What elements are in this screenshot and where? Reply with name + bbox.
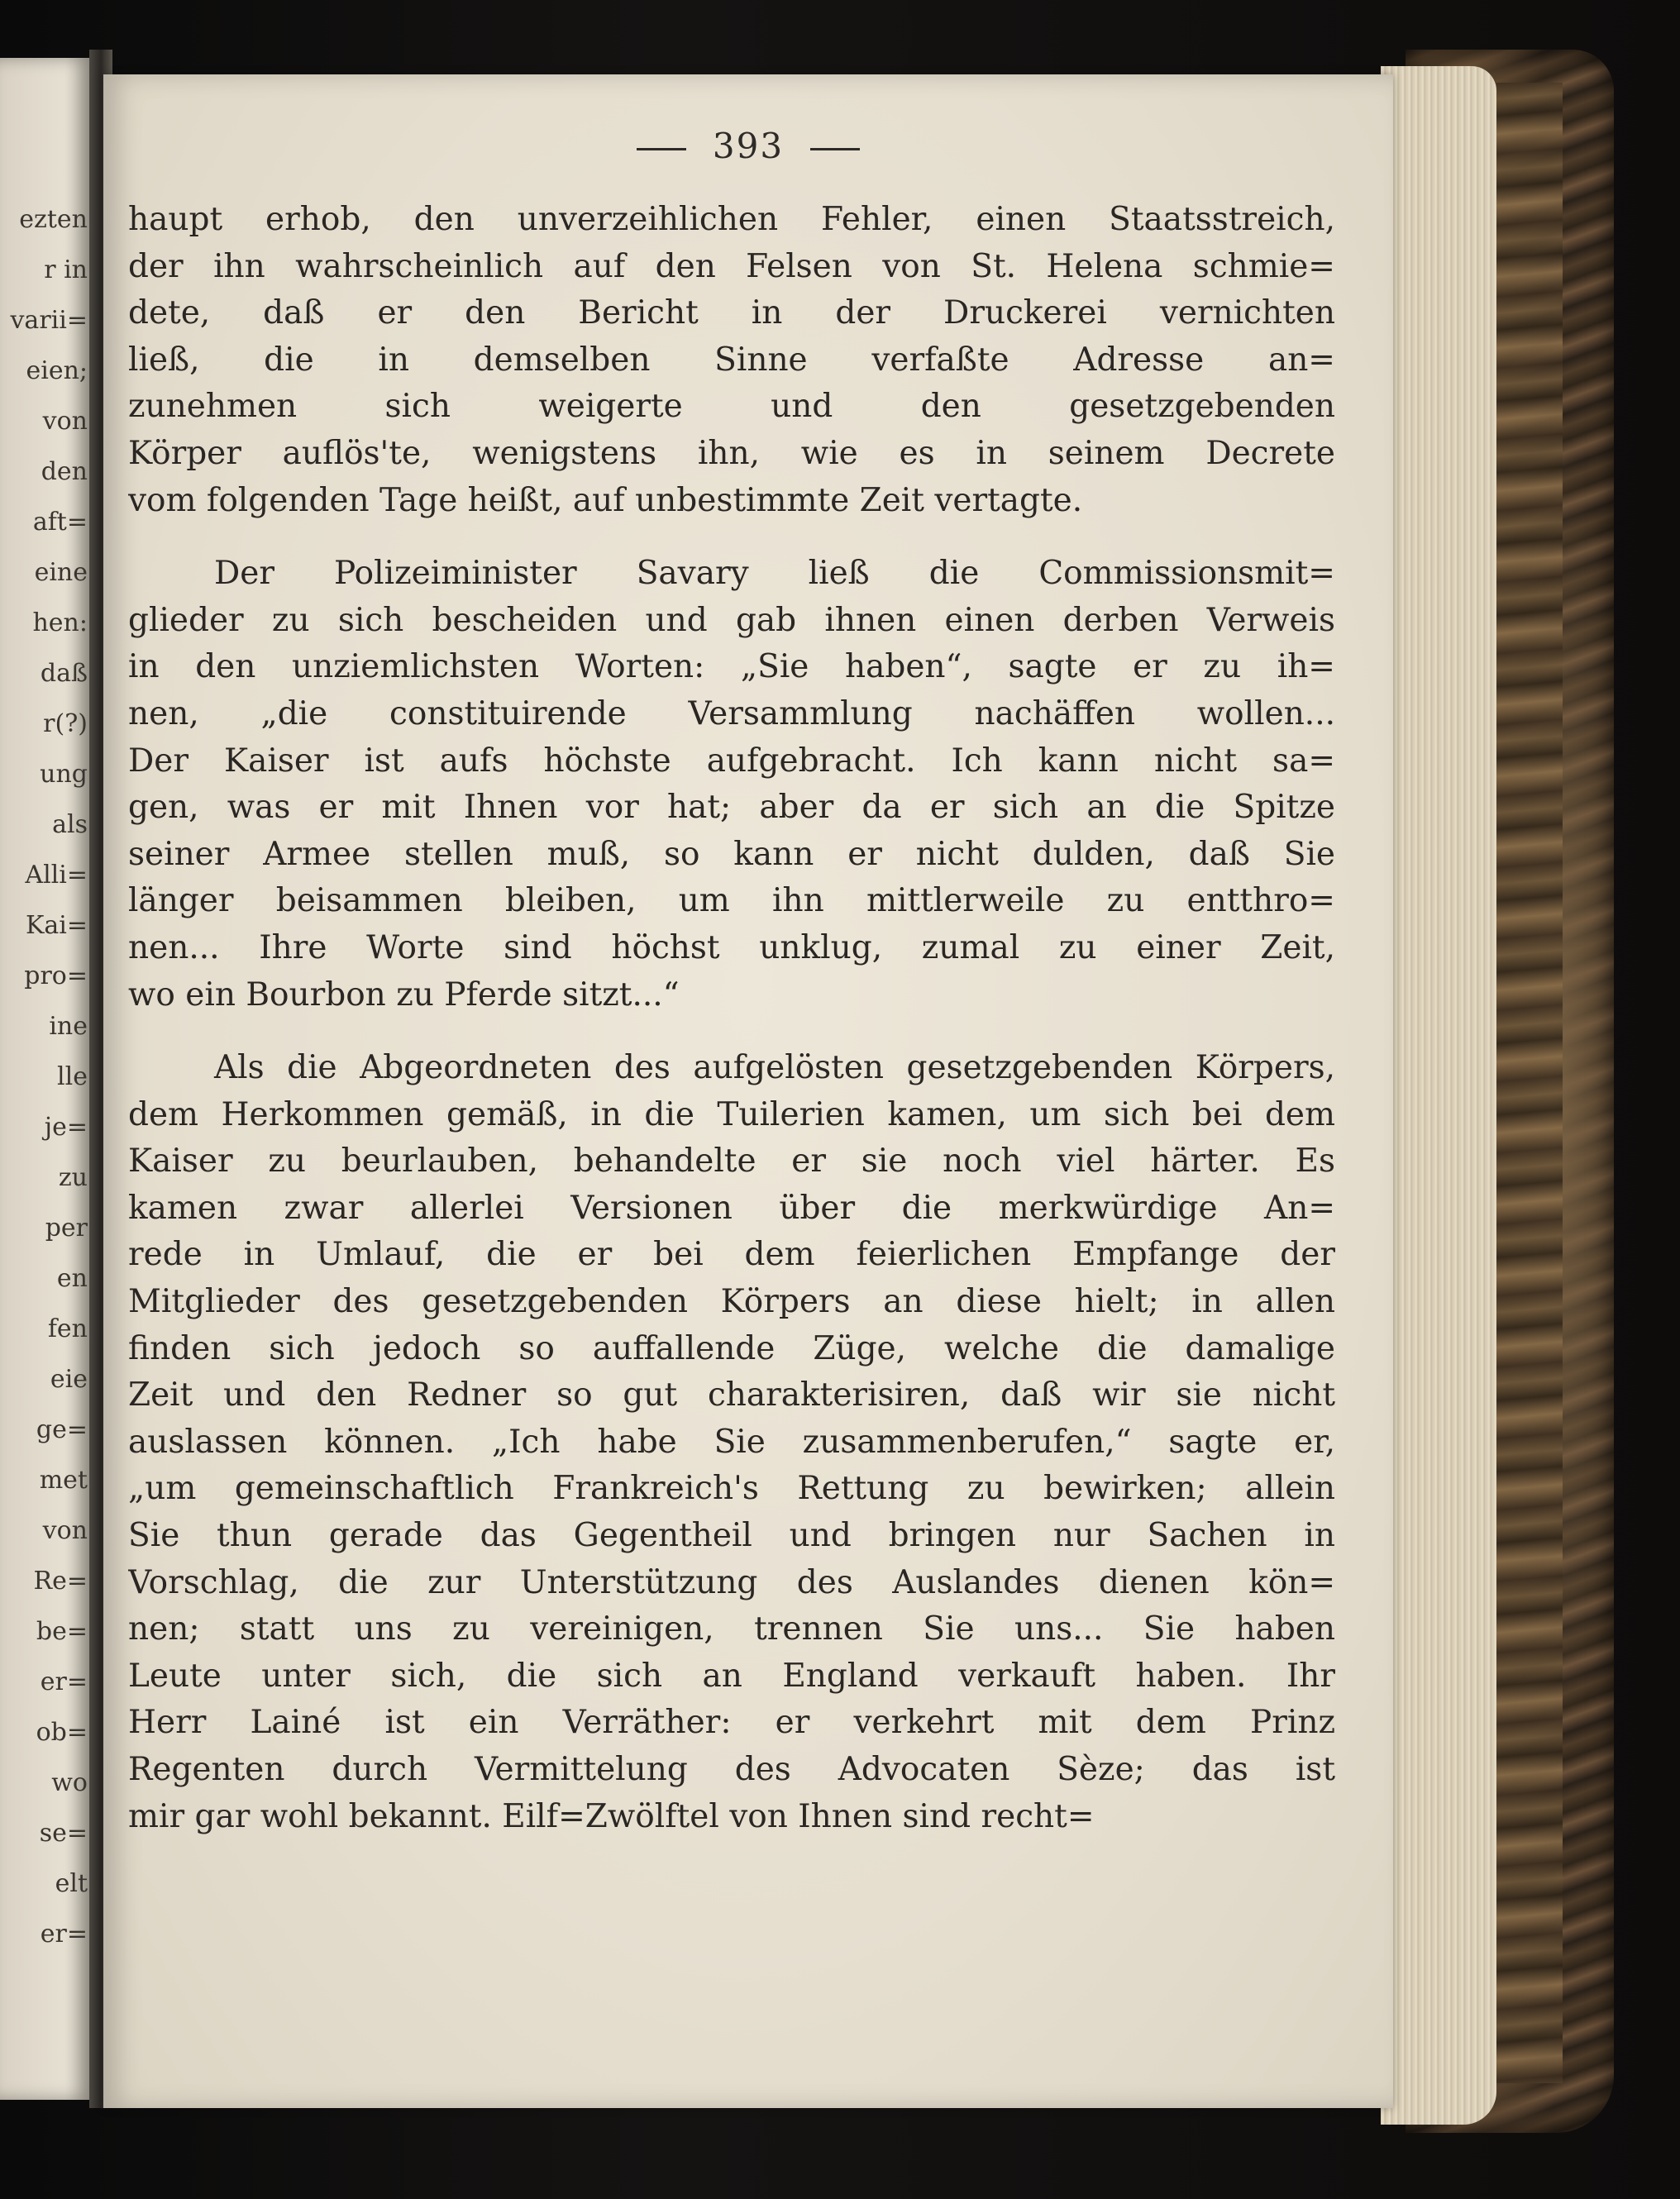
text-line: Vorschlag, die zur Unterstützung des Auslandes dienen kön=: [128, 1563, 1335, 1601]
left-page-text-fragment: r in: [44, 255, 88, 284]
text-line: Der Kaiser ist aufs höchste aufgebracht. Ich kann nicht sa=: [128, 742, 1335, 780]
header-dash-right: [810, 148, 860, 150]
text-line: rede in Umlauf, die er bei dem feierlichen Empfange der: [128, 1236, 1335, 1274]
text-line: auslassen können. „Ich habe Sie zusammenberufen,“ sagte er,: [128, 1423, 1335, 1461]
left-page-text-fragment: Re=: [33, 1567, 88, 1596]
text-line: zunehmen sich weigerte und den gesetzgebenden: [128, 388, 1335, 426]
text-line: wo ein Bourbon zu Pferde sitzt...“: [128, 975, 680, 1014]
left-page-text-fragment: eie: [50, 1365, 88, 1394]
text-line: in den unziemlichsten Worten: „Sie haben“, sagte er zu ih=: [128, 648, 1335, 686]
text-line: Herr Lainé ist ein Verräther: er verkehrt mit dem Prinz: [128, 1704, 1335, 1742]
page-number-header: [103, 126, 1393, 166]
text-line: gen, was er mit Ihnen vor hat; aber da er sich an die Spitze: [128, 789, 1335, 827]
left-page-text-fragment: daß: [40, 659, 88, 688]
left-page-text-fragment: er=: [40, 1667, 88, 1696]
paragraph: [128, 197, 1335, 524]
text-line: Kaiser zu beurlauben, behandelte er sie noch viel härter. Es: [128, 1142, 1335, 1181]
left-page-text-fragment: r(?): [43, 709, 88, 738]
cover-spine-edge: [1496, 83, 1563, 2083]
left-page-text-fragment: hen:: [32, 608, 88, 637]
left-page-text-fragment: aft=: [32, 508, 88, 537]
text-line: Körper auflös'te, wenigstens ihn, wie es in seinem Decrete: [128, 434, 1335, 472]
text-line: Sie thun gerade das Gegentheil und bringen nur Sachen in: [128, 1517, 1335, 1555]
text-line: seiner Armee stellen muß, so kann er nicht dulden, daß Sie: [128, 835, 1335, 873]
paragraph: [128, 551, 1335, 1018]
left-page-text-fragment: met: [39, 1466, 88, 1495]
text-line: Als die Abgeordneten des aufgelösten gesetzgebenden Körpers,: [214, 1049, 1335, 1087]
text-line: glieder zu sich bescheiden und gab ihnen einen derben Verweis: [128, 601, 1335, 639]
text-line: Mitglieder des gesetzgebenden Körpers an diese hielt; in allen: [128, 1283, 1335, 1321]
left-page-text-fragment: ge=: [36, 1415, 88, 1444]
text-line: kamen zwar allerlei Versionen über die merkwürdige An=: [128, 1189, 1335, 1227]
text-line: ließ, die in demselben Sinne verfaßte Adresse an=: [128, 341, 1335, 379]
text-line: Zeit und den Redner so gut charakterisiren, daß wir sie nicht: [128, 1376, 1335, 1414]
left-page-text-fragment: Kai=: [25, 911, 88, 940]
text-line: dem Herkommen gemäß, in die Tuilerien kamen, um sich bei dem: [128, 1095, 1335, 1133]
left-facing-page: [0, 58, 93, 2100]
text-line: länger beisammen bleiben, um ihn mittlerweile zu entthro=: [128, 882, 1335, 920]
text-line: Leute unter sich, die sich an England verkauft haben. Ihr: [128, 1657, 1335, 1695]
left-page-text-fragment: wo: [51, 1768, 88, 1797]
text-line: der ihn wahrscheinlich auf den Felsen von St. Helena schmie=: [128, 247, 1335, 285]
left-page-text-fragment: en: [56, 1264, 88, 1293]
left-page-text-fragment: ine: [49, 1012, 88, 1041]
left-page-text-fragment: pro=: [24, 961, 88, 990]
left-page-text-fragment: fen: [47, 1314, 88, 1343]
text-line: nen; statt uns zu vereinigen, trennen Sie uns... Sie haben: [128, 1610, 1335, 1648]
text-line: vom folgenden Tage heißt, auf unbestimmte Zeit vertagte.: [128, 481, 1083, 519]
stacked-page-edges: [1381, 66, 1496, 2125]
text-line: Der Polizeiminister Savary ließ die Commissionsmit=: [214, 555, 1335, 593]
left-page-text-fragment: als: [52, 810, 88, 839]
right-page: [103, 74, 1393, 2108]
left-page-text-fragment: be=: [36, 1617, 88, 1646]
text-line: finden sich jedoch so auffallende Züge, welche die damalige: [128, 1329, 1335, 1367]
text-line: „um gemeinschaftlich Frankreich's Rettung zu bewirken; allein: [128, 1470, 1335, 1508]
left-page-text-fragment: per: [45, 1214, 88, 1243]
left-page-text-fragment: elt: [55, 1869, 88, 1898]
left-page-text-fragment: von: [42, 407, 88, 436]
left-page-text-fragment: varii=: [10, 306, 88, 335]
left-page-text-fragment: ezten: [19, 205, 88, 234]
text-line: nen, „die constituirende Versammlung nachäffen wollen...: [128, 694, 1335, 732]
left-page-text-fragment: ung: [40, 760, 88, 789]
left-page-text-fragment: se=: [39, 1819, 88, 1848]
body-text: [128, 197, 1335, 1840]
left-page-text-fragment: er=: [40, 1920, 88, 1949]
text-line: haupt erhob, den unverzeihlichen Fehler, einen Staatsstreich,: [128, 201, 1335, 238]
left-page-text-fragment: zu: [58, 1163, 88, 1192]
left-page-text-fragment: eien;: [26, 356, 88, 385]
text-line: dete, daß er den Bericht in der Druckerei vernichten: [128, 294, 1335, 332]
page-number: 393: [712, 126, 785, 166]
left-page-text-fragment: Alli=: [25, 861, 88, 890]
text-line: nen... Ihre Worte sind höchst unklug, zumal zu einer Zeit,: [128, 928, 1335, 966]
left-page-text-fragment: den: [41, 457, 88, 486]
header-dash-left: [637, 148, 686, 150]
text-line: Regenten durch Vermittelung des Advocaten Sèze; das ist: [128, 1751, 1335, 1788]
left-page-text-fragment: eine: [34, 558, 88, 587]
left-page-text-fragment: lle: [57, 1062, 88, 1091]
paragraph: [128, 1045, 1335, 1840]
left-page-text-fragment: von: [42, 1516, 88, 1545]
text-line: mir gar wohl bekannt. Eilf=Zwölftel von Ihnen sind recht=: [128, 1797, 1095, 1835]
left-page-text-fragment: ob=: [36, 1718, 88, 1747]
left-page-text-fragment: je=: [44, 1113, 88, 1142]
